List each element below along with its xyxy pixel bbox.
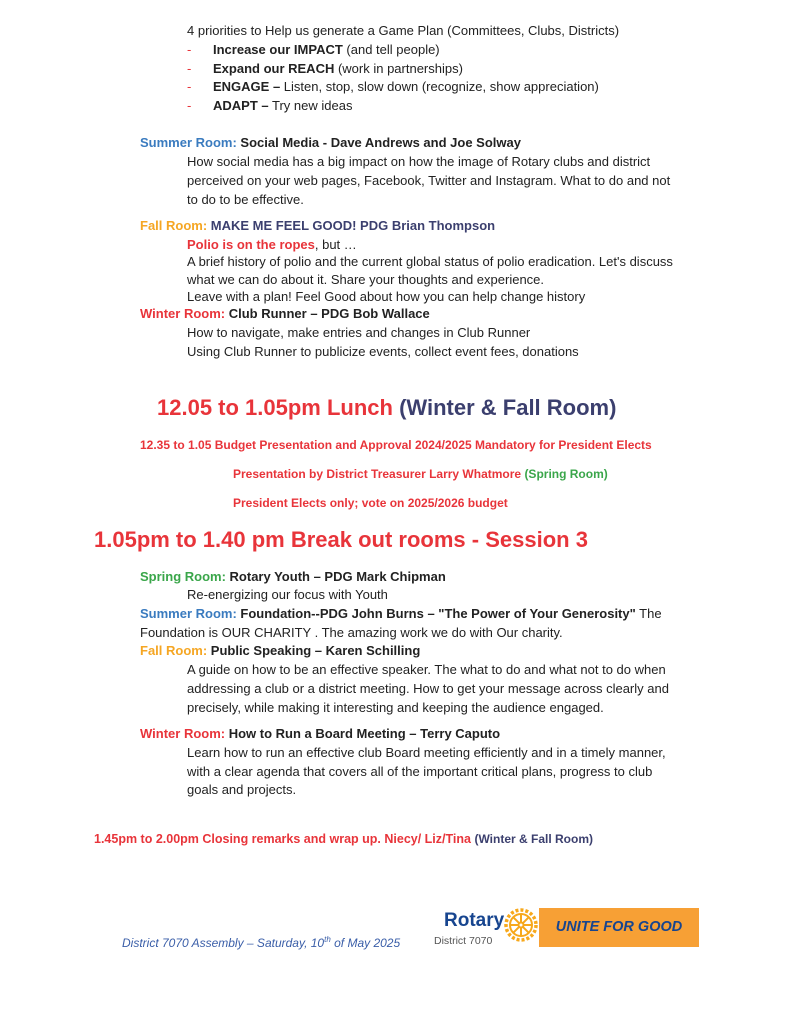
priority-rest: (and tell people)	[342, 42, 440, 57]
session-title: MAKE ME FEEL GOOD! PDG Brian Thompson	[210, 218, 496, 233]
lunch-heading	[157, 395, 616, 421]
room-label: Fall Room:	[140, 218, 211, 233]
priority-bold: ADAPT –	[213, 98, 269, 113]
treasurer-text: Presentation by District Treasurer Larry Whatmore	[233, 467, 525, 481]
summer3-room-heading	[140, 605, 662, 624]
spring-desc-1: Re-energizing our focus with Youth	[187, 587, 388, 602]
vote-line: President Elects only; vote on 2025/2026 budget	[233, 496, 508, 510]
rotary-district: District 7070	[434, 935, 493, 947]
fall3-desc-3: precisely, while making it interesting and keeping the audience engaged.	[187, 700, 604, 715]
summer3-desc-1: Foundation is OUR CHARITY . The amazing work we do with Our charity.	[140, 625, 563, 640]
winter-desc-2: Using Club Runner to publicize events, collect event fees, donations	[187, 344, 579, 359]
winter-desc-1: How to navigate, make entries and changes in Club Runner	[187, 325, 531, 340]
list-dash: -	[187, 79, 192, 94]
winter-room-heading	[140, 305, 430, 324]
fall3-desc-1: A guide on how to be an effective speaker. The what to do and what not to do when	[187, 662, 666, 677]
session-title: Social Media - Dave Andrews and Joe Solway	[240, 135, 521, 150]
fall-desc-2: what we can do about it. Share your thoughts and experience.	[187, 272, 545, 287]
session-title: How to Run a Board Meeting – Terry Caputo	[228, 726, 501, 741]
summer-desc-2: perceived on your web pages, Facebook, Twitter and Instagram. What to do and not	[187, 173, 671, 188]
fall3-room-heading	[140, 642, 420, 661]
room-label: Winter Room:	[140, 726, 229, 741]
fall3-desc-2: addressing a club or a district meeting. How to get your message across clearly and	[187, 681, 669, 696]
polio-rest: , but …	[314, 237, 357, 252]
treasurer-line	[233, 466, 608, 482]
priority-item-impact	[187, 41, 440, 60]
session-title: Rotary Youth – PDG Mark Chipman	[229, 569, 446, 584]
list-dash: -	[187, 61, 192, 76]
fall-desc-3: Leave with a plan! Feel Good about how you can help change history	[187, 289, 586, 304]
closing-room: (Winter & Fall Room)	[474, 832, 594, 846]
unite-for-good-banner	[539, 908, 699, 947]
assembly-text: District 7070 Assembly – Saturday, 10	[122, 936, 325, 950]
assembly-footer	[122, 935, 400, 950]
priority-item-adapt	[187, 97, 352, 116]
room-label: Fall Room:	[140, 643, 211, 658]
polio-highlight: Polio is on the ropes	[187, 237, 315, 252]
assembly-sup: th	[324, 935, 331, 944]
priority-item-engage	[187, 78, 599, 97]
summer-room-heading	[140, 134, 521, 153]
summer-desc-1: How social media has a big impact on how the image of Rotary clubs and district	[187, 154, 651, 169]
priority-bold: ENGAGE –	[213, 79, 281, 94]
room-label: Summer Room:	[140, 135, 241, 150]
winter3-room-heading	[140, 725, 500, 744]
priority-item-reach	[187, 60, 463, 79]
priority-rest: Listen, stop, slow down (recognize, show appreciation)	[280, 79, 599, 94]
assembly-date: of May 2025	[330, 936, 401, 950]
priority-bold: Expand our REACH	[213, 61, 335, 76]
room-label: Winter Room:	[140, 306, 229, 321]
session3-heading: 1.05pm to 1.40 pm Break out rooms - Session 3	[94, 527, 588, 552]
session-title: Foundation--PDG John Burns – "The Power of Your Generosity"	[240, 606, 636, 621]
priority-bold: Increase our IMPACT	[213, 42, 343, 57]
room-label: Summer Room:	[140, 606, 241, 621]
priority-rest: (work in partnerships)	[334, 61, 463, 76]
rotary-logo	[432, 908, 540, 948]
lunch-room: (Winter & Fall Room)	[392, 395, 617, 420]
winter3-desc-1: Learn how to run an effective club Board meeting efficiently and in a timely manner,	[187, 745, 666, 760]
spring-room-label: (Spring Room)	[524, 467, 608, 481]
fall-desc-1: A brief history of polio and the current global status of polio eradication. Let's discuss	[187, 254, 673, 269]
rotary-wordmark: Rotary	[444, 910, 505, 931]
winter3-desc-2: with a clear agenda that covers all of the important critical plans, progress to club	[187, 764, 653, 779]
session-title: Club Runner – PDG Bob Wallace	[228, 306, 430, 321]
rotary-wheel-icon	[504, 908, 538, 942]
polio-subtitle	[187, 236, 357, 255]
priority-rest: Try new ideas	[268, 98, 353, 113]
list-dash: -	[187, 42, 192, 57]
session-title: Public Speaking – Karen Schilling	[210, 643, 421, 658]
banner-text: UNITE FOR GOOD	[555, 919, 683, 935]
lunch-time: 12.05 to 1.05pm Lunch	[157, 395, 393, 420]
priorities-intro: 4 priorities to Help us generate a Game Plan (Committees, Clubs, Districts)	[187, 23, 620, 38]
title-rest: The	[635, 606, 662, 621]
closing-text: 1.45pm to 2.00pm Closing remarks and wrap up. Niecy/ Liz/Tina	[94, 832, 475, 846]
fall-room-heading	[140, 217, 495, 236]
spring-room-heading	[140, 568, 446, 587]
room-label: Spring Room:	[140, 569, 230, 584]
list-dash: -	[187, 98, 192, 113]
closing-line	[94, 831, 593, 847]
budget-line: 12.35 to 1.05 Budget Presentation and Approval 2024/2025 Mandatory for President Elects	[140, 438, 652, 452]
summer-desc-3: to do to be effective.	[187, 192, 304, 207]
winter3-desc-3: goals and projects.	[187, 782, 297, 797]
